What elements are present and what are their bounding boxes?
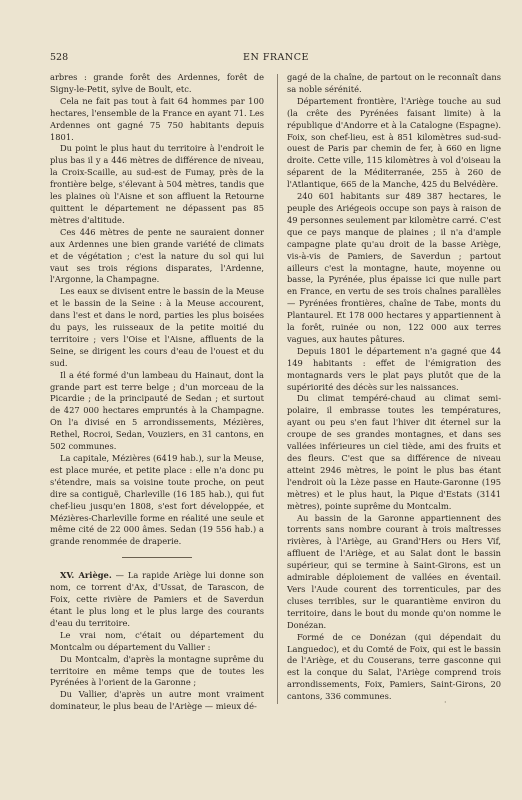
paragraph: Cela ne fait pas tout à fait 64 hommes par 100 hectares, l'ensemble de la France en ayant 71. Les Ardennes ont gagné 75 750 habitants depuis 1801.	[50, 95, 264, 142]
section-opening-text: — La rapide Ariège lui donne son nom, ce torrent d'Ax, d'Ussat, de Tarascon, de Foix, cette rivière de Pamiers et de Saverdun étant le plus long et le plus large des courants d'eau du territoire.	[50, 570, 264, 628]
running-header	[50, 52, 502, 66]
paragraph: Du point le plus haut du territoire à l'endroit le plus bas il y a 446 mètres de différence de niveau, la Croix-Scaille, au sud-est de Fumay, près de la frontière belge, s'élevant à 504 mètres, tandis que les plaines où l'Aisne et son affluent la Retourne quittent le département ne dépassent pas 85 mètres d'altitude.	[50, 143, 264, 225]
paragraph: Ces 446 mètres de pente ne sauraient donner aux Ardennes une bien grande variété de climats et de végétation ; c'est la nature du sol qui lui vaut ses trois régions disparates, l'Ardenne, l'Argonne, la Champagne.	[50, 226, 264, 285]
paragraph: Le vrai nom, c'était ou département du Montcalm ou département du Vallier :	[50, 629, 264, 652]
section-heading: XV. Ariège.	[60, 570, 112, 581]
paragraph: gagé de la chaîne, de partout on le reconnaît dans sa noble sérénité.	[287, 72, 501, 94]
paragraph: Département frontière, l'Ariège touche au sud (la crête des Pyrénées faisant limite) à la république d'Andorre et à la Catalogne (Espagne). Foix, son chef-lieu, est à 851 kilomètres sud-sud-ouest de Paris par chemin de fer, à 660 en ligne droite. Cette ville, 115 kilomètres à vol d'oiseau la séparent de la Méditerranée, 255 à 260 de l'Atlantique, 665 de la Manche, 425 du Belvédère.	[287, 95, 501, 190]
paragraph: Les eaux se divisent entre le bassin de la Meuse et le bassin de la Seine : à la Meuse accourent, dans l'est et dans le nord, parties les plus boisées du pays, les ruisseaux de la petite moitié du territoire ; vers l'Oise et l'Aisne, affluents de la Seine, se dirigent les cours d'eau de l'ouest et du sud.	[50, 286, 264, 368]
printer-mark: ·	[444, 698, 447, 707]
paragraph: arbres : grande forêt des Ardennes, forêt de Signy-le-Petit, sylve de Boult, etc.	[50, 72, 264, 94]
paragraph: Formé de ce Donézan (qui dépendait du Languedoc), et du Comté de Foix, qui est le bassin de l'Ariège, et du Couserans, terre gasconne qui est la conque du Salat, l'Ariège comprend trois arrondissements, Foix, Pamiers, Saint-Girons, 20 cantons, 336 communes.	[287, 631, 501, 702]
section-separator	[122, 557, 192, 558]
right-column	[287, 72, 501, 703]
section-opening-paragraph	[50, 570, 264, 630]
paragraph: La capitale, Mézières (6419 hab.), sur la Meuse, est place murée, et petite place : elle n'a donc pu s'étendre, mais sa voisine toute proche, on peut dire sa contiguë, Charleville (16 185 hab.), qui fut chef-lieu jusqu'en 1808, s'est fort développée, et Mézières-Charleville forme en réalité une seule et même cité de 22 000 âmes. Sedan (19 556 hab.) a grande renommée de draperie.	[50, 453, 264, 547]
paragraph: 240 601 habitants sur 489 387 hectares, le peuple des Ariégeois occupe son pays à raison de 49 personnes seulement par kilomètre carré. C'est que ce pays manque de plaines ; il n'a d'ample campagne plate qu'au droit de la basse Ariège, vis-à-vis de Pamiers, de Saverdun ; partout ailleurs c'est la montagne, haute, moyenne ou basse, la Pyrénée, plus épaisse ici que nulle part en France, en vertu de ses trois chaînes parallèles — Pyrénées frontières, chaîne de Tabe, monts du Plantaurel. Et 178 000 hectares y appartiennent à la forêt, ruinée ou non, 122 000 aux terres vagues, aux hautes pâtures.	[287, 191, 501, 344]
paragraph: Au bassin de la Garonne appartiennent des torrents sans nombre courant à trois maîtresses rivières, à l'Ariège, au Grand'Hers ou Hers Vif, affluent de l'Ariège, et au Salat dont le bassin supérieur, qui se termine à Saint-Girons, est un admirable déploiement de vallées en éventail. Vers l'Aude courent des torrenticules, par des cluses terribles, sur le quarantième environ du territoire, dans le bout du monde qu'on nomme le Donézan.	[287, 512, 501, 630]
paragraph: Du Montcalm, d'après la montagne suprême du territoire en même temps que de toutes les Pyrénées à l'orient de la Garonne ;	[50, 653, 264, 688]
paragraph: Du Vallier, d'après un autre mont vraiment dominateur, le plus beau de l'Ariège — mieux dé-	[50, 689, 264, 712]
left-column	[50, 72, 264, 713]
paragraph: Il a été formé d'un lambeau du Hainaut, dont la grande part est terre belge ; d'un morceau de la Picardie ; de la principauté de Sedan ; et surtout de 427 000 hectares empruntés à la Champagne. On l'a divisé en 5 arrondissements, Mézières, Rethel, Rocroi, Sedan, Vouziers, en 31 cantons, en 502 communes.	[50, 369, 264, 452]
page-number: 528	[50, 52, 69, 63]
paragraph: Du climat tempéré-chaud au climat semi-polaire, il embrasse toutes les températures, ayant ou peu s'en faut l'hiver dit éternel sur la croupe de ses grandes montagnes, et dans ses vallées inférieures un ciel tiède, ami des fruits et des fleurs. C'est que sa différence de niveau atteint 2946 mètres, le point le plus bas étant l'endroit où la Lèze passe en Haute-Garonne (195 mètres) et le plus haut, la Pique d'Estats (3141 mètres), pointe suprême du Montcalm.	[287, 393, 501, 511]
running-title: EN FRANCE	[243, 52, 309, 63]
column-divider	[277, 74, 278, 704]
paragraph: Depuis 1801 le département n'a gagné que 44 149 habitants : effet de l'émigration des montagnards vers le plat pays plutôt que de la supériorité des décès sur les naissances.	[287, 345, 501, 392]
